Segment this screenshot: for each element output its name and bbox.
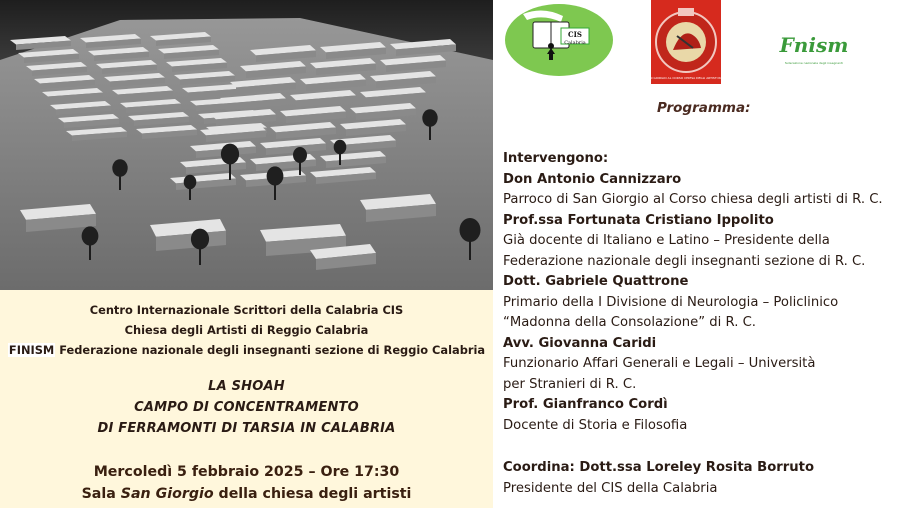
event-venue bbox=[0, 483, 493, 505]
tree-crown bbox=[184, 175, 197, 189]
speaker-role: Primario della I Divisione di Neurologia – Policlinico bbox=[503, 294, 839, 310]
speaker-role: “Madonna della Consolazione” di R. C. bbox=[503, 315, 756, 330]
venue-post: della chiesa degli artisti bbox=[213, 486, 412, 502]
cis-logo-sub: Calabria bbox=[564, 40, 586, 46]
program-heading: Programma: bbox=[657, 100, 751, 116]
speaker-role: Federazione nazionale degli insegnanti sezione di R. C. bbox=[503, 253, 866, 269]
title-line-2: CAMPO DI CONCENTRAMENTO bbox=[134, 400, 359, 415]
speaker-role: Docente di Storia e Filosofia bbox=[503, 417, 688, 433]
finism-text: Federazione nazionale degli insegnanti sezione di Reggio Calabria bbox=[55, 343, 486, 357]
moderator-name: Coordina: Dott.ssa Loreley Rosita Borruto bbox=[503, 460, 815, 475]
event-title bbox=[0, 376, 493, 439]
parish-logo bbox=[625, 0, 747, 84]
finism-logo-sub: federazione nazionale degli insegnanti bbox=[785, 61, 843, 65]
speaker-role: Parroco di San Giorgio al Corso chiesa degli artisti di R. C. bbox=[503, 192, 883, 207]
finism-label: FINISM bbox=[8, 343, 55, 357]
speakers-intro: Intervengono: bbox=[503, 151, 609, 166]
tree-crown bbox=[267, 166, 284, 185]
parish-logo-text: PARROCCHIA SAN GIORGIO AL CORSO CHIESA DEGLI ARTISTI REGGIO CALABRIA bbox=[625, 76, 747, 80]
tree-crown bbox=[191, 229, 209, 250]
camp-photo bbox=[0, 0, 493, 290]
organizers bbox=[0, 300, 493, 360]
tree-crown bbox=[293, 147, 307, 163]
tree-crown bbox=[112, 159, 127, 177]
venue-name: San Giorgio bbox=[120, 486, 214, 502]
title-line-1: LA SHOAH bbox=[208, 379, 285, 394]
org-cis: Centro Internazionale Scrittori della Calabria CIS bbox=[89, 303, 404, 317]
speaker-role: Funzionario Affari Generali e Legali – Università bbox=[503, 356, 816, 371]
speaker-name: Don Antonio Cannizzaro bbox=[503, 171, 682, 187]
cis-logo-text: CIS bbox=[568, 30, 582, 39]
speaker-name: Prof.ssa Fortunata Cristiano Ippolito bbox=[503, 212, 774, 228]
event-datetime: Mercoledì 5 febbraio 2025 – Ore 17:30 bbox=[93, 464, 400, 480]
spacer bbox=[503, 436, 903, 458]
finism-logo bbox=[775, 28, 853, 72]
title-line-3: DI FERRAMONTI DI TARSIA IN CALABRIA bbox=[97, 421, 396, 436]
right-panel bbox=[493, 0, 904, 508]
org-finism bbox=[0, 340, 493, 360]
speakers-list bbox=[503, 149, 903, 499]
finism-logo-text: Fnism bbox=[779, 33, 849, 57]
venue-pre: Sala bbox=[81, 486, 121, 502]
moderator-role: Presidente del CIS della Calabria bbox=[503, 480, 718, 496]
tree-crown bbox=[221, 144, 239, 165]
speaker-name: Dott. Gabriele Quattrone bbox=[503, 274, 689, 289]
org-chiesa: Chiesa degli Artisti di Reggio Calabria bbox=[124, 323, 369, 337]
tree-crown bbox=[82, 226, 99, 245]
speaker-name: Prof. Gianfranco Cordì bbox=[503, 397, 668, 412]
event-info bbox=[0, 461, 493, 505]
tree-crown bbox=[334, 140, 347, 154]
speaker-name: Avv. Giovanna Caridi bbox=[503, 335, 657, 351]
speaker-role: per Stranieri di R. C. bbox=[503, 376, 637, 392]
cis-logo bbox=[503, 2, 615, 78]
speaker-role: Già docente di Italiano e Latino – Presidente della bbox=[503, 233, 830, 248]
tree-crown bbox=[460, 218, 481, 242]
tree-crown bbox=[422, 109, 437, 127]
